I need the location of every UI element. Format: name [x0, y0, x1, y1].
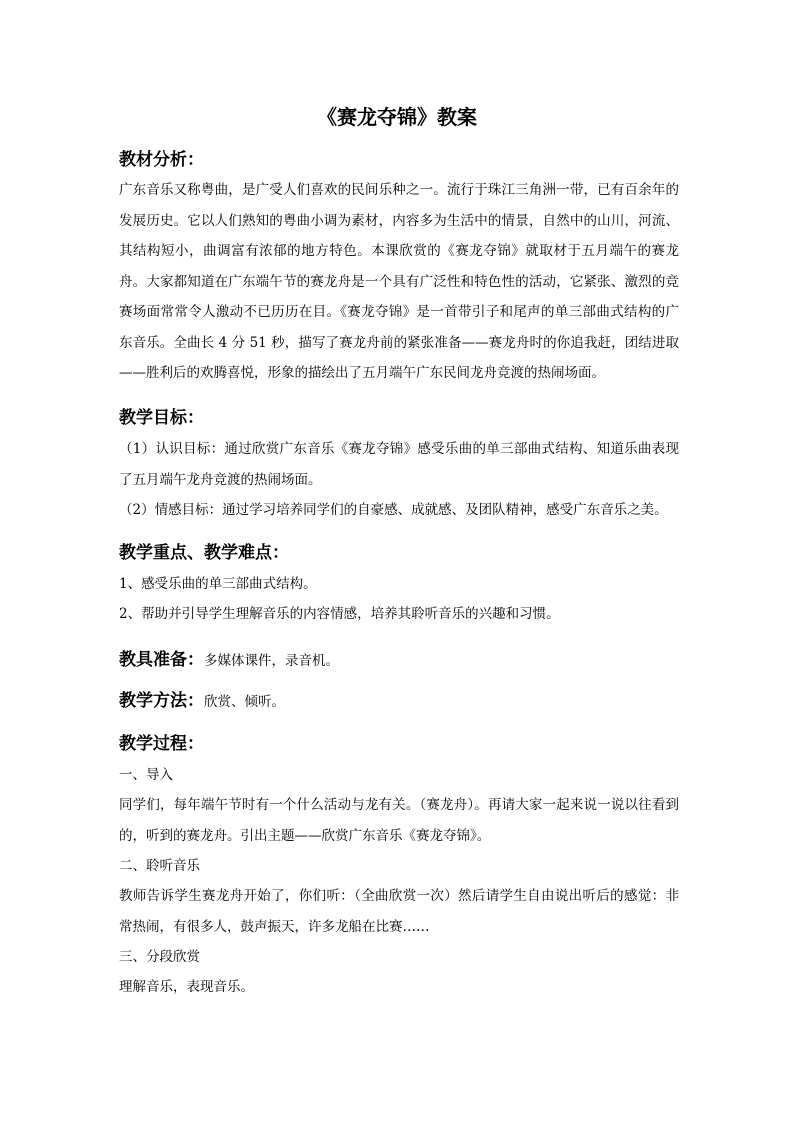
keypoints-heading: 教学重点、教学难点：	[119, 543, 289, 563]
process-step-1-body: 同学们，每年端午节时有一个什么活动与龙有关。（赛龙舟）。再请大家一起来说一说以往看到的，听到的赛龙舟。引出主题——欣赏广东音乐《赛龙夺锦》。	[119, 797, 679, 844]
analysis-body: 广东音乐又称粤曲，是广受人们喜欢的民间乐种之一。流行于珠江三角洲一带，已有百余年的发展历史。它以人们熟知的粤曲小调为素材，内容多为生活中的情景，自然中的山川，河流、其结构短小，曲调富有浓郁的地方特色。本课欣赏的《赛龙夺锦》就取材于五月端午的赛龙舟。大家都知道在广东端午节的赛龙舟是一个具有广泛性和特色性的活动，它紧张、激烈的竞赛场面常常令人激动不已历历在目。《赛龙夺锦》是一首带引子和尾声的单三部曲式结构的广东音乐。全曲长 4 分 51 秒，描写了赛龙舟前的紧张准备——赛龙舟时的你追我赶，团结进取——胜利后的欢腾喜悦，形象的描绘出了五月端午广东民间龙舟竞渡的热闹场面。	[119, 182, 679, 381]
keypoints-section	[119, 539, 679, 629]
methods-section	[119, 686, 679, 711]
process-step-1-title: 一、导入	[119, 767, 173, 783]
tools-text: 多媒体课件，录音机。	[204, 653, 339, 669]
analysis-section	[119, 146, 679, 389]
process-step-3-title: 三、分段欣赏	[119, 949, 200, 965]
tools-heading: 教具准备：	[119, 650, 204, 670]
document-title: 《赛龙夺锦》教案	[317, 105, 477, 129]
process-section	[119, 730, 679, 1002]
process-step-2-body: 教师告诉学生赛龙舟开始了，你们听：（全曲欣赏一次）然后请学生自由说出听后的感觉：非常热闹，有很多人，鼓声振天，许多龙船在比赛……	[119, 888, 679, 935]
process-step-2-title: 二、聆听音乐	[119, 858, 200, 874]
goals-heading: 教学目标：	[119, 408, 204, 428]
process-heading: 教学过程：	[119, 734, 204, 754]
keypoints-item-2: 2、帮助并引导学生理解音乐的内容情感，培养其聆听音乐的兴趣和习惯。	[119, 606, 560, 622]
tools-section	[119, 645, 679, 670]
goals-section	[119, 404, 679, 526]
keypoints-item-1: 1、感受乐曲的单三部曲式结构。	[119, 576, 317, 592]
process-step-3-body: 理解音乐，表现音乐。	[119, 979, 254, 995]
goals-item-2: （2）情感目标：通过学习培养同学们的自豪感、成就感、及团队精神，感受广东音乐之美。	[119, 502, 668, 518]
analysis-heading: 教材分析：	[119, 150, 204, 170]
methods-text: 欣赏、倾听。	[204, 694, 285, 710]
methods-heading: 教学方法：	[119, 691, 204, 711]
goals-item-1: （1）认识目标：通过欣赏广东音乐《赛龙夺锦》感受乐曲的单三部曲式结构、知道乐曲表现了五月端午龙舟竞渡的热闹场面。	[119, 441, 679, 488]
